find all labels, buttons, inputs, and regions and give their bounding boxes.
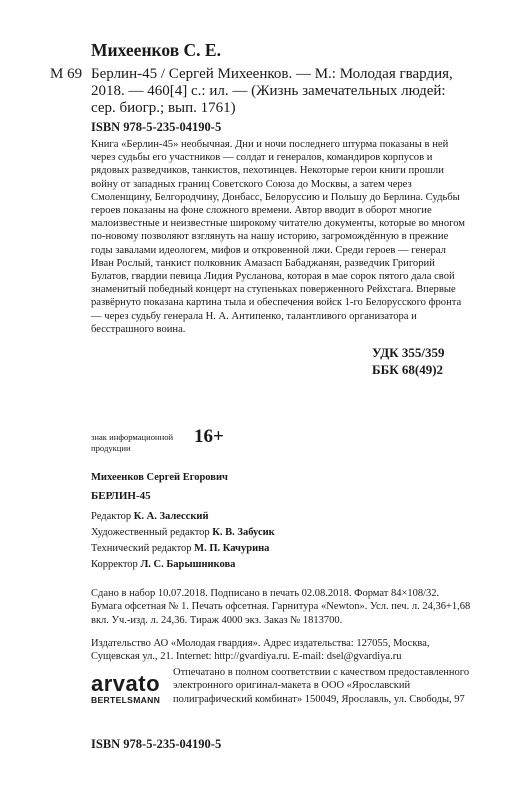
credit-proofreader xyxy=(91,559,235,570)
logo-main-text: arvato xyxy=(91,671,161,696)
catalog-code: М 69 xyxy=(50,66,83,82)
age-rating-label: знак информационной продукции xyxy=(91,432,174,453)
book-title: БЕРЛИН-45 xyxy=(91,490,151,502)
bbk-code: ББК 68(49)2 xyxy=(372,362,444,377)
credit-name: М. П. Качурина xyxy=(194,543,270,554)
credit-tech-editor xyxy=(91,543,269,554)
printer-info: Отпечатано в полном соответствии с качеством предоставленного электронного оригинал-макета в ООО «Ярославский полиграфический комбинат» 150049, Ярославль, ул. Свободы, 97 xyxy=(173,667,470,705)
credit-name: К. А. Залесский xyxy=(133,511,209,522)
isbn-top: ISBN 978-5-235-04190-5 xyxy=(91,120,222,134)
author-full-name: Михеенков Сергей Егорович xyxy=(91,472,228,483)
credit-role: Редактор xyxy=(91,511,134,522)
credit-role: Технический редактор xyxy=(91,543,195,554)
credit-role: Художественный редактор xyxy=(91,527,213,538)
logo-sub-text: BERTELSMANN xyxy=(91,695,161,705)
credit-role: Корректор xyxy=(91,559,141,570)
credit-art-editor xyxy=(91,527,275,538)
credit-name: Л. С. Барышникова xyxy=(140,559,236,570)
arvato-logo xyxy=(91,673,160,705)
age-rating-value: 16+ xyxy=(194,426,224,447)
print-details: Сдано в набор 10.07.2018. Подписано в печать 02.08.2018. Формат 84×108/32. Бумага офсетная № 1. Печать офсетная. Гарнитура «Newton». Усл. печ. л. 24,36+1,68 вкл. Уч.-изд. л. 24,36. Тираж 4000 экз. Заказ № 1813700. xyxy=(91,588,471,626)
bibliographic-entry: Берлин-45 / Сергей Михеенков. — М.: Молодая гвардия, 2018. — 460[4] с.: ил. — (Жизнь замечательных людей: сер. биогр.; вып. 1761) xyxy=(91,66,453,116)
publisher-info: Издательство АО «Молодая гвардия». Адрес издательства: 127055, Москва, Сущевская ул., 21. Internet: http://gvardiya.ru. E-mail: dsel@gvardiya.ru xyxy=(91,638,430,663)
credit-name: К. В. Забусик xyxy=(212,527,275,538)
isbn-bottom: ISBN 978-5-235-04190-5 xyxy=(91,737,222,751)
udk-code: УДК 355/359 xyxy=(372,345,445,360)
credit-editor xyxy=(91,511,209,522)
annotation-text: Книга «Берлин-45» необычная. Дни и ночи последнего штурма показаны в ней через судьбы его участников — солдат и генералов, командиров корпусов и рядовых разведчиков, танкистов, пехотинцев. Некоторые герои книги прошли войну от западных границ Советского Союза до Москвы, а затем через Смоленщину, Белгородчину, Донбасс, Белоруссию и Польшу до Берлина. Судьбы героев показаны на фоне сложного времени. Автор вводит в оборот многие малоизвестные и неизвестные широкому читателю документы, которые во многом по-новому позволяют взглянуть на нашу историю, загромождённую в прежние годы завалами идеологем, мифов и откровенной лжи. Среди героев — генерал Иван Рослый, танкист полковник Амазасп Бабаджанян, разведчик Григорий Булатов, гвардии певица Лидия Русланова, которая в мае сорок пятого дала свой знаменитый победный концерт на ступеньках поверженного Рейхстага. Впервые развёрнуто показана картина тыла и обеспечения войск 1-го Белорусского фронта — через судьбу генерала Н. А. Антипенко, талантливого организатора и бесстрашного воина. xyxy=(91,139,465,335)
author-heading: Михеенков С. Е. xyxy=(91,40,221,60)
